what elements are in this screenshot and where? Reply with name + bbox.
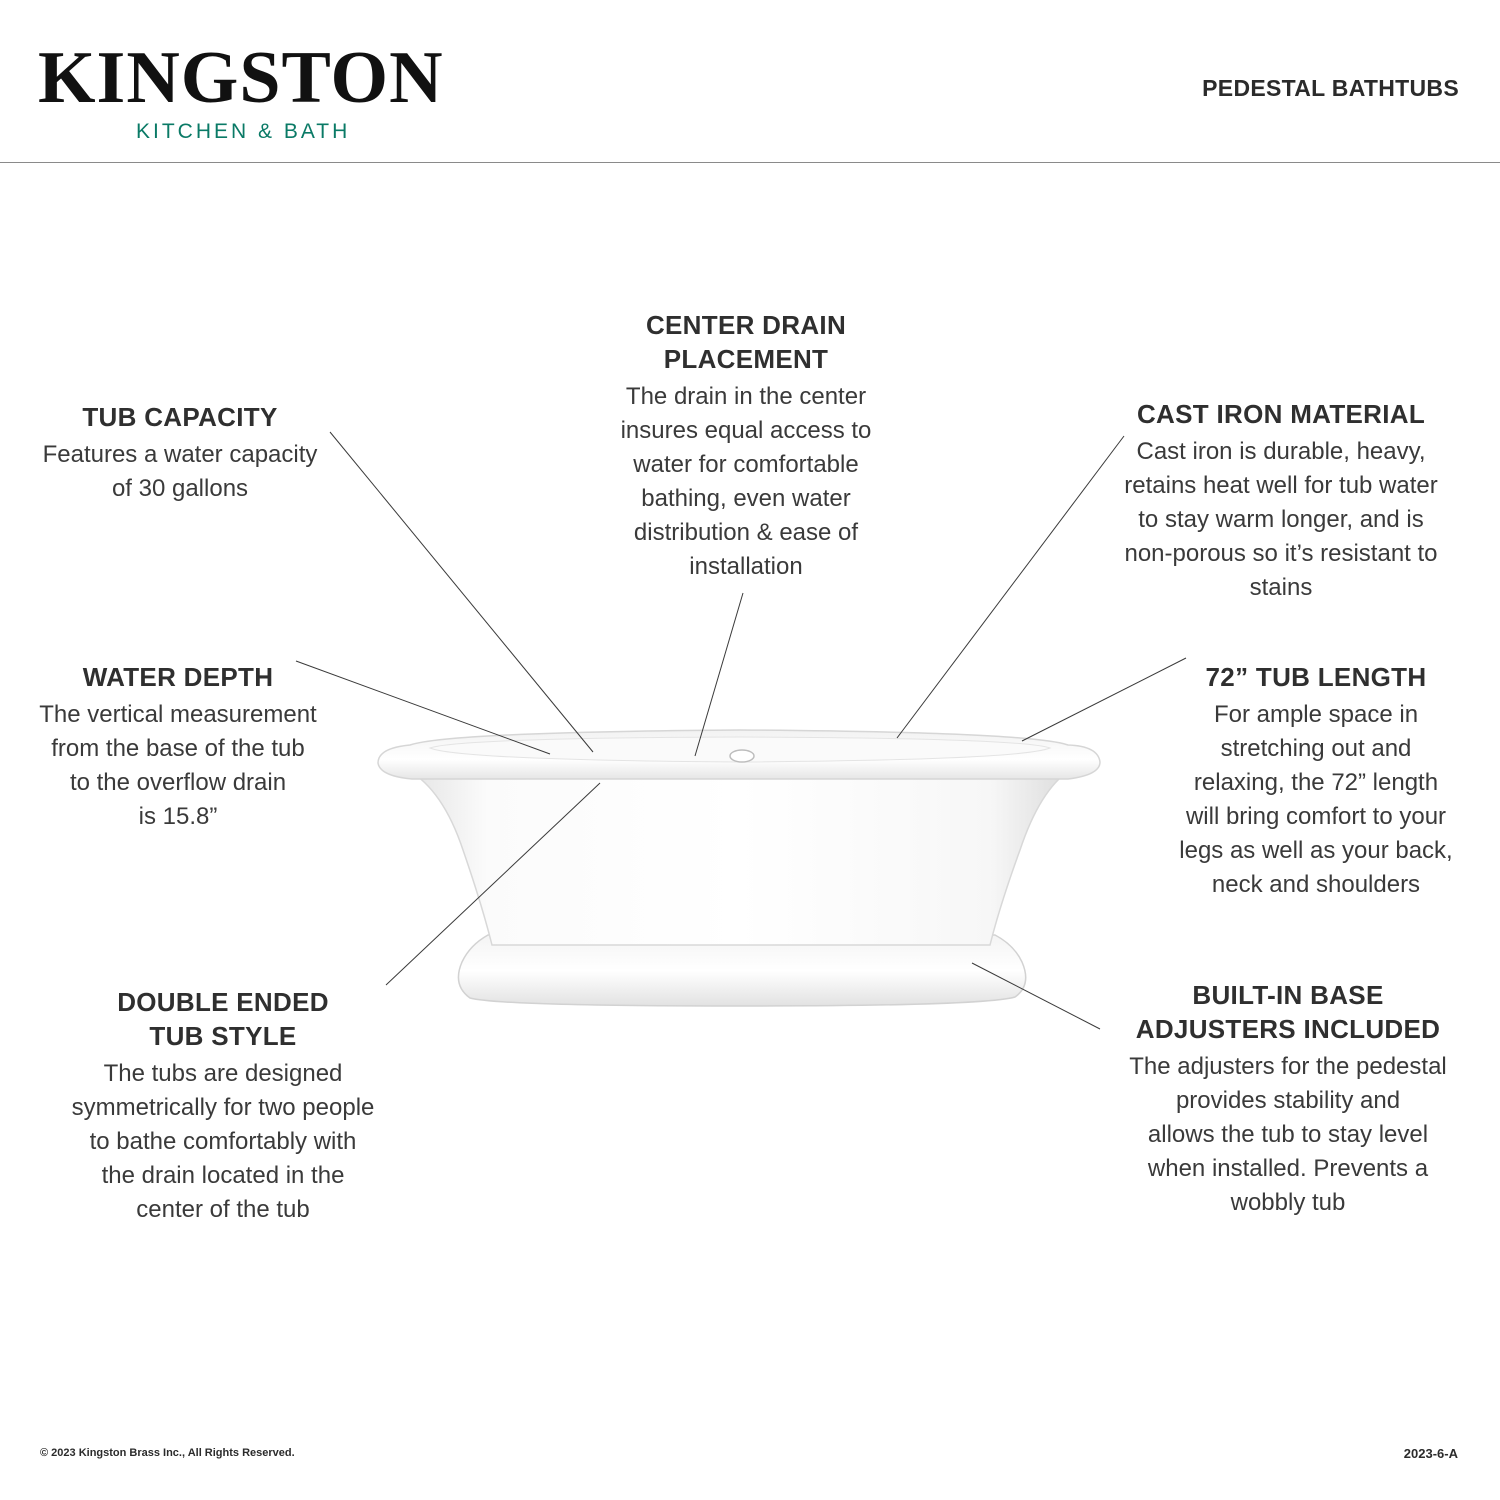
feature-description: The adjusters for the pedestal provides stability and allows the tub to stay level when installed. Prevents a wobbly tub (1129, 1053, 1447, 1216)
feature-double-ended (48, 985, 398, 1227)
brand-tagline: KITCHEN & BATH (136, 120, 351, 143)
feature-cast-iron (1106, 397, 1456, 605)
feature-title: CAST IRON MATERIAL (1136, 399, 1425, 429)
feature-description: The drain in the center insures equal access to water for comfortable bathing, even water distribution & ease of installation (620, 383, 872, 580)
feature-title: DOUBLE ENDED TUB STYLE (117, 987, 329, 1051)
feature-title: CENTER DRAIN PLACEMENT (645, 310, 847, 374)
feature-title: BUILT-IN BASE ADJUSTERS INCLUDED (1135, 980, 1441, 1044)
leader-line-capacity (330, 432, 593, 752)
feature-description: Cast iron is durable, heavy, retains heat well for tub water to stay warm longer, and is non-porous so it’s resistant to stains (1124, 438, 1438, 601)
leader-line-cast (897, 436, 1124, 738)
drain-hole (730, 750, 754, 762)
feature-base-adjusters (1118, 978, 1458, 1220)
document-code: 2023-6-A (1403, 1446, 1458, 1461)
leader-line-depth (296, 661, 550, 754)
brand-name: KINGSTON (38, 37, 444, 119)
feature-center-drain (596, 308, 896, 584)
feature-description: The tubs are designed symmetrically for two people to bathe comfortably with the drain located in the center of the tub (71, 1060, 375, 1223)
feature-description: For ample space in stretching out and relaxing, the 72” length will bring comfort to your legs as well as your back, neck and shoulders (1179, 701, 1453, 898)
feature-description: The vertical measurement from the base of the tub to the overflow drain is 15.8” (39, 701, 317, 830)
feature-description: Features a water capacity of 30 gallons (42, 441, 318, 502)
feature-title: TUB CAPACITY (82, 402, 278, 432)
feature-title: WATER DEPTH (82, 662, 274, 692)
leader-line-length (1022, 658, 1186, 741)
feature-tub-capacity (30, 400, 330, 506)
feature-title: 72” TUB LENGTH (1205, 662, 1427, 692)
feature-tub-length (1168, 660, 1464, 902)
copyright-notice: © 2023 Kingston Brass Inc., All Rights Reserved. (40, 1447, 295, 1459)
feature-water-depth (28, 660, 328, 834)
tub-body (408, 770, 1070, 945)
category-label: PEDESTAL BATHTUBS (1202, 75, 1459, 101)
